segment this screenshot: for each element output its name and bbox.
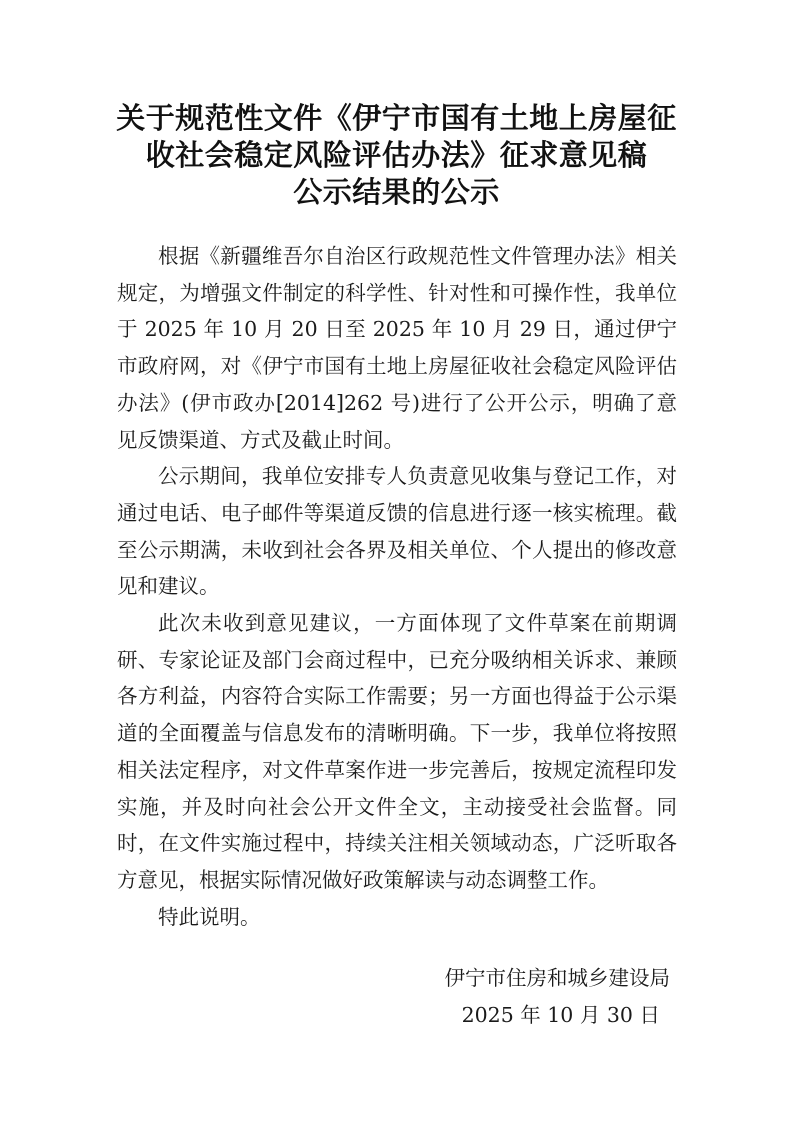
paragraph-next-steps: 此次未收到意见建议，一方面体现了文件草案在前期调研、专家论证及部门会商过程中，已充分吸纳相关诉求、兼顾各方利益，内容符合实际工作需要；另一方面也得益于公示渠道的全面覆盖与信息发布的清晰明确。下一步，我单位将按照相关法定程序，对文件草案作进一步完善后，按规定流程印发实施，并及时向社会公开文件全文，主动接受社会监督。同时，在文件实施过程中，持续关注相关领域动态，广泛听取各方意见，根据实际情况做好政策解读与动态调整工作。 <box>117 611 677 892</box>
signature-date: 2025 年 10 月 30 日 <box>461 1002 660 1027</box>
signature-organization: 伊宁市住房和城乡建设局 <box>444 966 670 990</box>
document-body <box>117 238 677 935</box>
document-title <box>60 100 733 211</box>
closing-statement: 特此说明。 <box>158 904 261 929</box>
paragraph-basis: 根据《新疆维吾尔自治区行政规范性文件管理办法》相关规定，为增强文件制定的科学性、针对性和可操作性，我单位于 2025 年 10 月 20 日至 2025 年 10 月 29 日，通过伊宁市政府网，对《伊宁市国有土地上房屋征收社会稳定风险评估办法》(伊市政办[2014]262 号)进行了公开公示，明确了意见反馈渠道、方式及截止时间。 <box>117 244 677 452</box>
title-line-1: 关于规范性文件《伊宁市国有土地上房屋征 <box>116 101 677 135</box>
signature-block <box>445 960 671 1033</box>
title-line-2: 收社会稳定风险评估办法》征求意见稿 <box>145 138 648 172</box>
paragraph-feedback-period: 公示期间，我单位安排专人负责意见收集与登记工作，对通过电话、电子邮件等渠道反馈的信息进行逐一核实梳理。截至公示期满，未收到社会各界及相关单位、个人提出的修改意见和建议。 <box>117 464 677 599</box>
title-line-3: 公示结果的公示 <box>293 175 500 209</box>
